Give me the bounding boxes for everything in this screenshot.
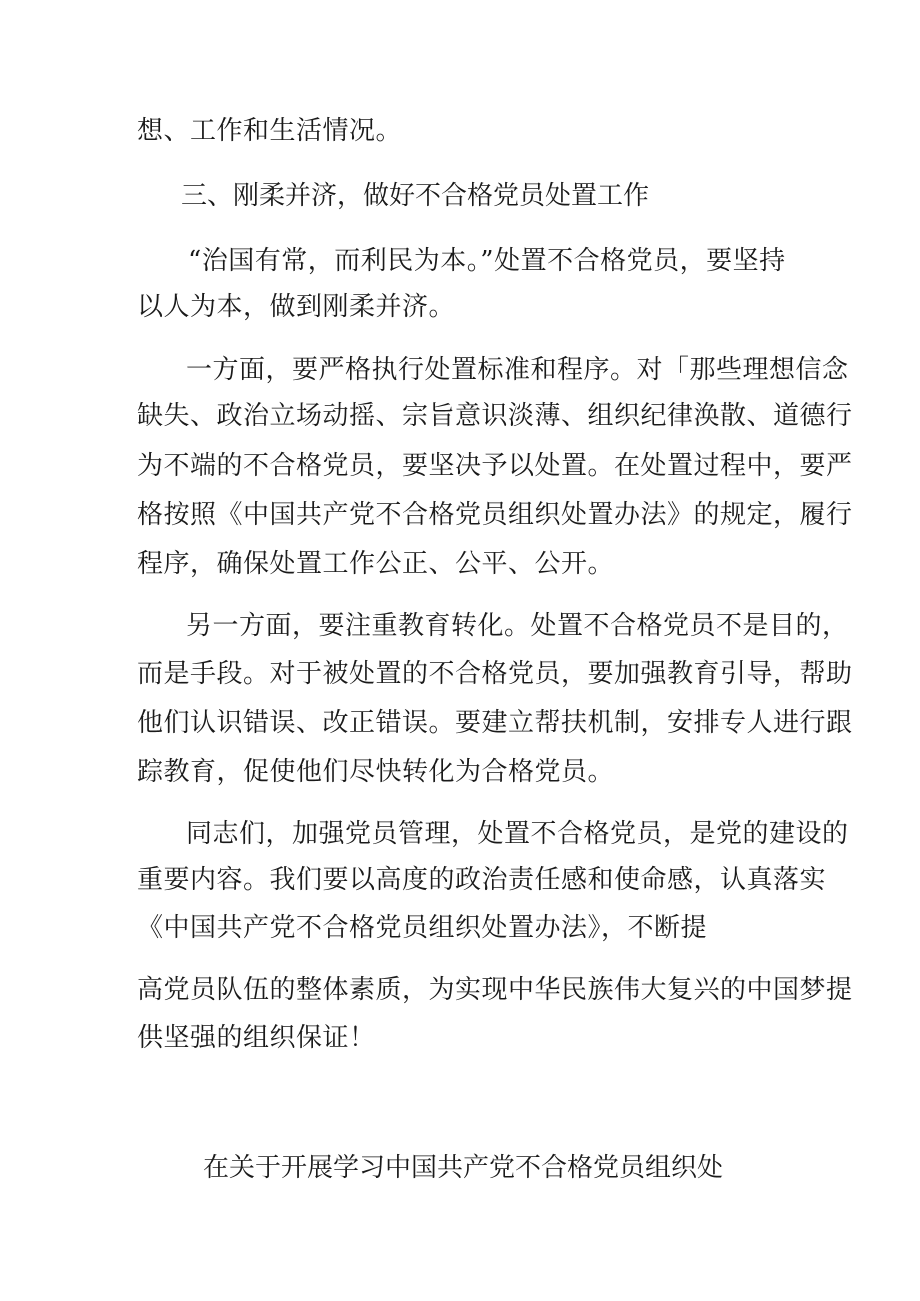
paragraph-line: 他们认识错误、改正错误。要建立帮扶机制，安排专人进行跟 — [137, 708, 853, 738]
paragraph-line: 另一方面，要注重教育转化。处置不合格党员不是目的， — [186, 611, 849, 641]
paragraph-line: 以人为本，做到刚柔并济。 — [137, 292, 456, 322]
paragraph-line: 高党员队伍的整体素质，为实现中华民族伟大复兴的中国梦提 — [137, 975, 853, 1005]
paragraph-line: 踪教育，促使他们尽快转化为合格党员。 — [137, 757, 615, 787]
paragraph-line: 缺失、政治立场动摇、宗旨意识淡薄、组织纪律涣散、道德行 — [137, 401, 853, 431]
paragraph-line: 为不端的不合格党员，要坚决予以处置。在处置过程中，要严 — [137, 451, 853, 481]
paragraph-line: 重要内容。我们要以高度的政治责任感和使命感，认真落实 — [137, 865, 827, 895]
paragraph-line: 而是手段。对于被处置的不合格党员，要加强教育引导，帮助 — [137, 659, 853, 689]
paragraph-line: 格按照《中国共产党不合格党员组织处置办法》的规定，履行 — [137, 500, 853, 530]
next-article-title: 在关于开展学习中国共产党不合格党员组织处 — [203, 1153, 724, 1183]
paragraph-line: “治国有常，而利民为本。”处置不合格党员，要坚持 — [188, 246, 786, 276]
paragraph-line: 供坚强的组织保证！ — [137, 1023, 376, 1053]
section-heading: 三、刚柔并济，做好不合格党员处置工作 — [181, 181, 650, 211]
paragraph-line: 《中国共产党不合格党员组织处置办法》，不断提 — [137, 913, 708, 943]
paragraph-line: 想、工作和生活情况。 — [137, 116, 403, 146]
paragraph-line: 程序，确保处置工作公正、公平、公开。 — [137, 549, 615, 579]
paragraph-line: 一方面，要严格执行处置标准和程序。对「那些理想信念 — [186, 355, 849, 385]
paragraph-line: 同志们，加强党员管理，处置不合格党员，是党的建设的 — [186, 819, 849, 849]
